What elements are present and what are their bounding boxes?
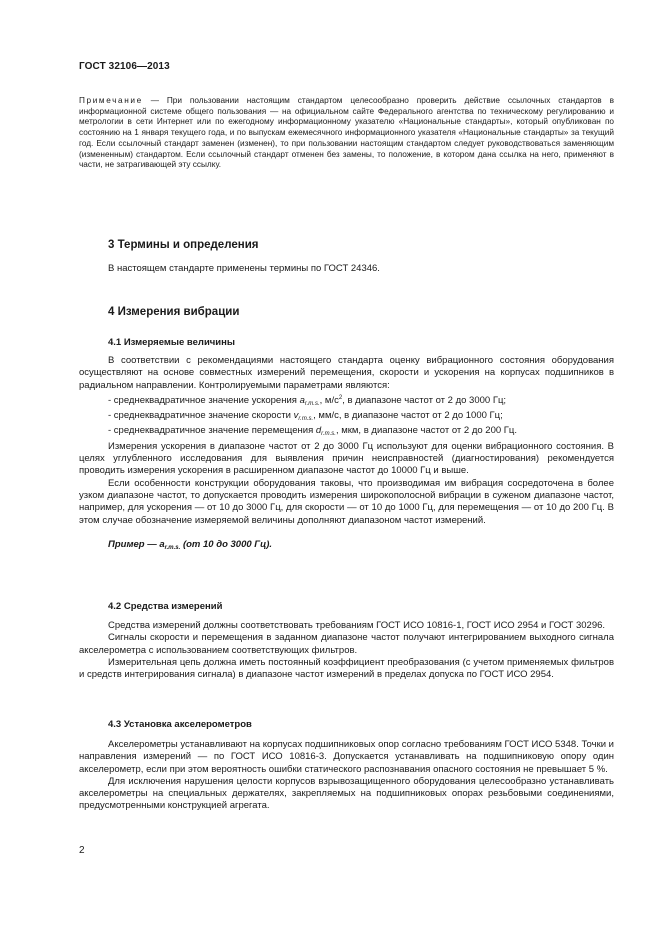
section-4-2-p1: Средства измерений должны соответствовать требованиям ГОСТ ИСО 10816-1, ГОСТ ИСО 2954 и ГОСТ 30296. — [108, 620, 606, 631]
list-item-velocity — [79, 410, 614, 425]
section-4-3-p1: Акселерометры устанавливают на корпусах подшипниковых опор согласно требованиям ГОСТ ИСО 5348. Точки и направления измерений — по ГОСТ ИСО 10816-3. Допускается устанавливать на подшипниковую опору один акселерометр, если при этом вероятность ошибки статического распознавания опасного состояния не превышает 5 %. — [79, 739, 614, 775]
item-range: , мм/с, в диапазоне частот от 2 до 1000 Гц; — [313, 410, 503, 422]
item-range: , в диапазоне частот от 2 до 3000 Гц; — [342, 394, 507, 406]
section-4-3-p2: Для исключения нарушения целости корпусов взрывозащищенного оборудования целесообразно устанавливать акселерометры на специальных держателях, закрепляемых на подшипниковых опорах резьбовыми соединениями, предусмотренными конструкцией агрегата. — [79, 775, 614, 812]
subscript-rms: r.m.s. — [304, 400, 320, 407]
item-text: - среднеквадратичное значение ускорения — [108, 394, 300, 406]
section-3-title: 3 Термины и определения — [108, 239, 259, 251]
section-4-1-p3: Если особенности конструкции оборудования таковы, что производимая им вибрация сосредоточена в более узком диапазоне частот, то допускается проводить измерения широкополосной вибрации в суженом диапазоне частот, например, для ускорения — от 10 до 3000 Гц, для скорости — от 10 до 1000 Гц, для перемещения — от 10 до 200 Гц. В этом случае обозначение измеряемой величины дополняют диапазоном частот измерений. — [79, 477, 614, 526]
symbol-d: d — [315, 425, 322, 437]
section-4-2-p3: Измерительная цепь должна иметь постоянный коэффициент преобразования (с учетом применяемых фильтров и средств интегрирования сигнала) в диапазоне частот измерений в пределах допуска по ГОСТ ИСО 2954. — [79, 656, 614, 681]
section-4-2-p2: Сигналы скорости и перемещения в заданном диапазоне частот получают интегрированием выходного сигнала акселерометра с использованием соответствующих фильтров. — [79, 632, 614, 656]
subscript-rms: r.m.s. — [321, 431, 336, 438]
section-4-1-p2: Измерения ускорения в диапазоне частот от 2 до 3000 Гц используют для оценки вибрационного состояния. В целях углубленного исследования для выявления причин неисправностей (диагностирования) рекомендуется проводить измерения ускорения в расширенном диапазоне частот до 10000 Гц и выше. — [79, 440, 614, 477]
section-4-3-body — [79, 739, 614, 813]
list-item-displacement — [79, 425, 614, 440]
section-3-body — [79, 263, 614, 275]
item-text: - среднеквадратичное значение скорости — [108, 410, 294, 422]
note-paragraph — [79, 96, 614, 171]
subscript-rms: r.m.s. — [164, 544, 181, 551]
standard-header: ГОСТ 32106—2013 — [79, 61, 170, 72]
reference-note — [79, 96, 614, 171]
example-line — [79, 539, 614, 554]
subscript-rms: r.m.s. — [298, 416, 314, 423]
symbol-v: v — [293, 410, 299, 422]
section-4-1-body — [79, 355, 614, 554]
superscript-2: 2 — [338, 394, 343, 401]
section-4-2-body — [79, 620, 614, 681]
item-text: - среднеквадратичное значение перемещения — [108, 425, 316, 437]
example-text: Пример — a — [108, 538, 165, 550]
note-label: Примечание — [79, 96, 143, 105]
item-unit: , м/с — [319, 394, 339, 406]
list-item-acceleration — [79, 392, 614, 410]
section-3-text: В настоящем стандарте применены термины по ГОСТ 24346. — [108, 263, 380, 274]
section-4-2-title: 4.2 Средства измерений — [108, 601, 223, 612]
section-4-1-p1: В соответствии с рекомендациями настоящего стандарта оценку вибрационного состояния оборудования осуществляют на основе совместных измерений перемещения, скорости и ускорения на корпусах подшипников в радиальном направлении. Контролируемыми параметрами являются: — [79, 355, 614, 391]
section-4-3-title: 4.3 Установка акселерометров — [108, 719, 252, 730]
section-4-1-title: 4.1 Измеряемые величины — [108, 337, 235, 348]
symbol-a: a — [299, 394, 305, 406]
example-range: (от 10 до 3000 Гц). — [180, 538, 273, 550]
item-range: , мкм, в диапазоне частот от 2 до 200 Гц. — [335, 425, 518, 437]
page-number: 2 — [79, 845, 85, 856]
note-text: — При пользовании настоящим стандартом целесообразно проверить действие ссылочных стандартов в информационной системе общего пользования — на официальном сайте Федерального агентства по техническому регулированию и метрологии в сети Интернет или по ежегодному информационному указателю «Национальные стандарты», который опубликован по состоянию на 1 января текущего года, и по выпускам ежемесячного информационного указателя «Национальные стандарты» за текущий год. Если ссылочный стандарт заменен (изменен), то при пользовании настоящим стандартом следует руководствоваться заменяющим (измененным) стандартом. Если ссылочный стандарт отменен без замены, то положение, в котором дана ссылка на него, применяют в части, не затрагивающей эту ссылку. — [79, 96, 614, 170]
section-4-title: 4 Измерения вибрации — [108, 306, 240, 318]
